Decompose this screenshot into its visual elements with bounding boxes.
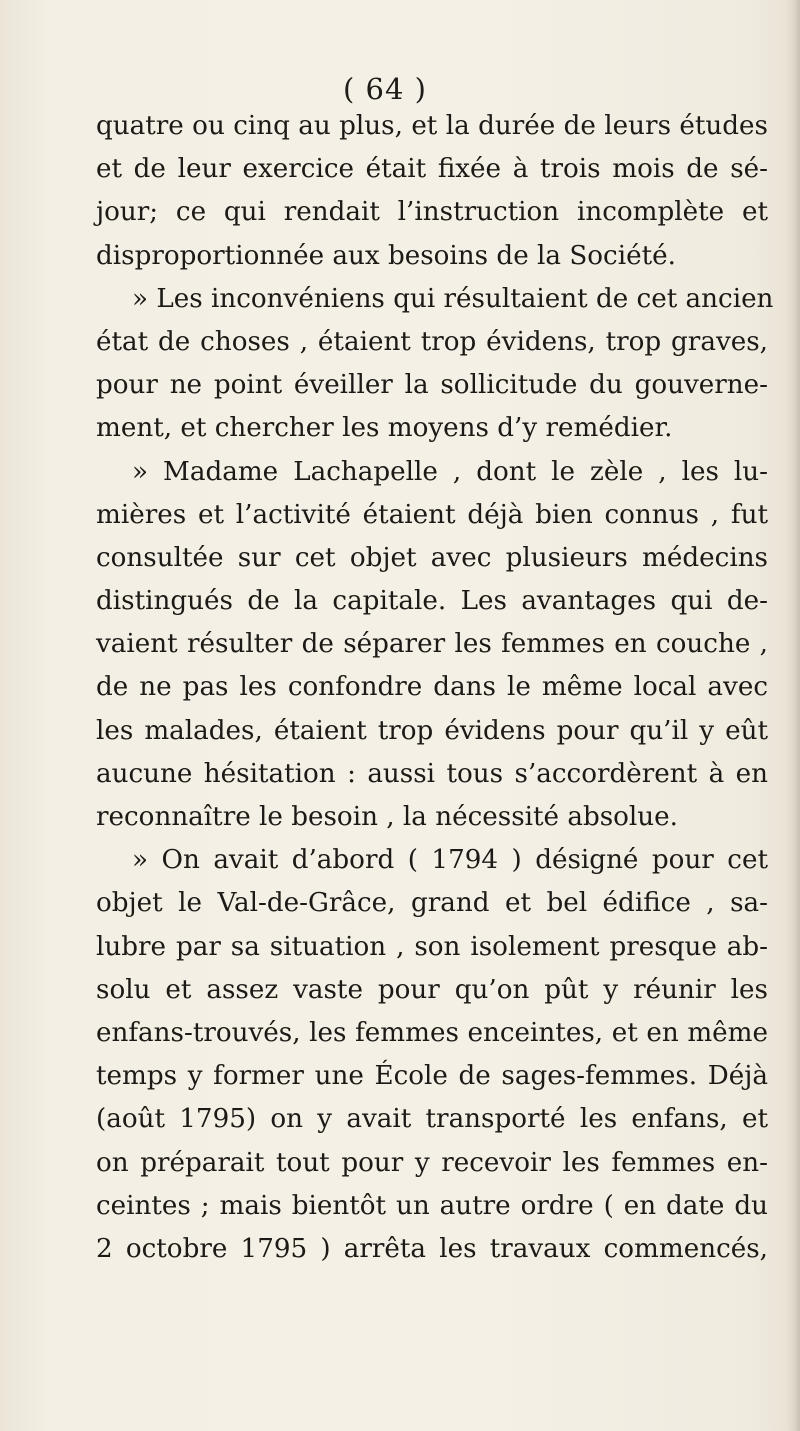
body-text (96, 105, 774, 1271)
text-line: jour; ce qui rendait l’instruction incomplète et (96, 197, 768, 228)
text-line: » On avait d’abord ( 1794 ) désigné pour cet (132, 845, 768, 876)
page-number: ( 64 ) (343, 72, 427, 106)
page-edge-shadow (786, 0, 800, 1431)
text-line: mières et l’activité étaient déjà bien connus , fut (96, 499, 768, 530)
text-line: les malades, étaient trop évidens pour qu’il y eût (96, 715, 768, 746)
text-line: distingués de la capitale. Les avantages qui de- (96, 586, 768, 617)
text-line: disproportionnée aux besoins de la Société. (96, 240, 676, 271)
text-line: 2 octobre 1795 ) arrêta les travaux commencés, (96, 1233, 768, 1264)
text-line: consultée sur cet objet avec plusieurs médecins (96, 542, 768, 573)
text-line: état de choses , étaient trop évidens, trop graves, (96, 326, 768, 357)
text-line: enfans-trouvés, les femmes enceintes, et en même (96, 1017, 768, 1048)
text-line: quatre ou cinq au plus, et la durée de leurs études (96, 111, 768, 141)
text-line: pour ne point éveiller la sollicitude du gouverne- (96, 370, 768, 401)
text-line: solu et assez vaste pour qu’on pût y réunir les (96, 974, 768, 1005)
text-line: lubre par sa situation , son isolement presque ab- (96, 931, 768, 962)
text-line: aucune hésitation : aussi tous s’accordèrent à en (96, 758, 768, 789)
text-line: on préparait tout pour y recevoir les femmes en- (96, 1147, 768, 1178)
text-line: ceintes ; mais bientôt un autre ordre ( en date du (96, 1190, 768, 1221)
text-line: et de leur exercice était fixée à trois mois de sé- (96, 154, 768, 185)
text-line: » Madame Lachapelle , dont le zèle , les lu- (132, 456, 768, 487)
text-line: de ne pas les confondre dans le même local avec (96, 672, 768, 703)
text-line: reconnaître le besoin , la nécessité absolue. (96, 802, 678, 832)
text-line: ment, et chercher les moyens d’y remédier. (96, 413, 673, 444)
text-line: » Les inconvéniens qui résultaient de cet ancien (132, 283, 774, 314)
text-line: (août 1795) on y avait transporté les enfans, et (96, 1104, 768, 1135)
text-line: temps y former une École de sages-femmes. Déjà (96, 1061, 768, 1092)
text-line: objet le Val-de-Grâce, grand et bel édifice , sa- (96, 888, 768, 919)
text-line: vaient résulter de séparer les femmes en couche , (96, 629, 768, 660)
